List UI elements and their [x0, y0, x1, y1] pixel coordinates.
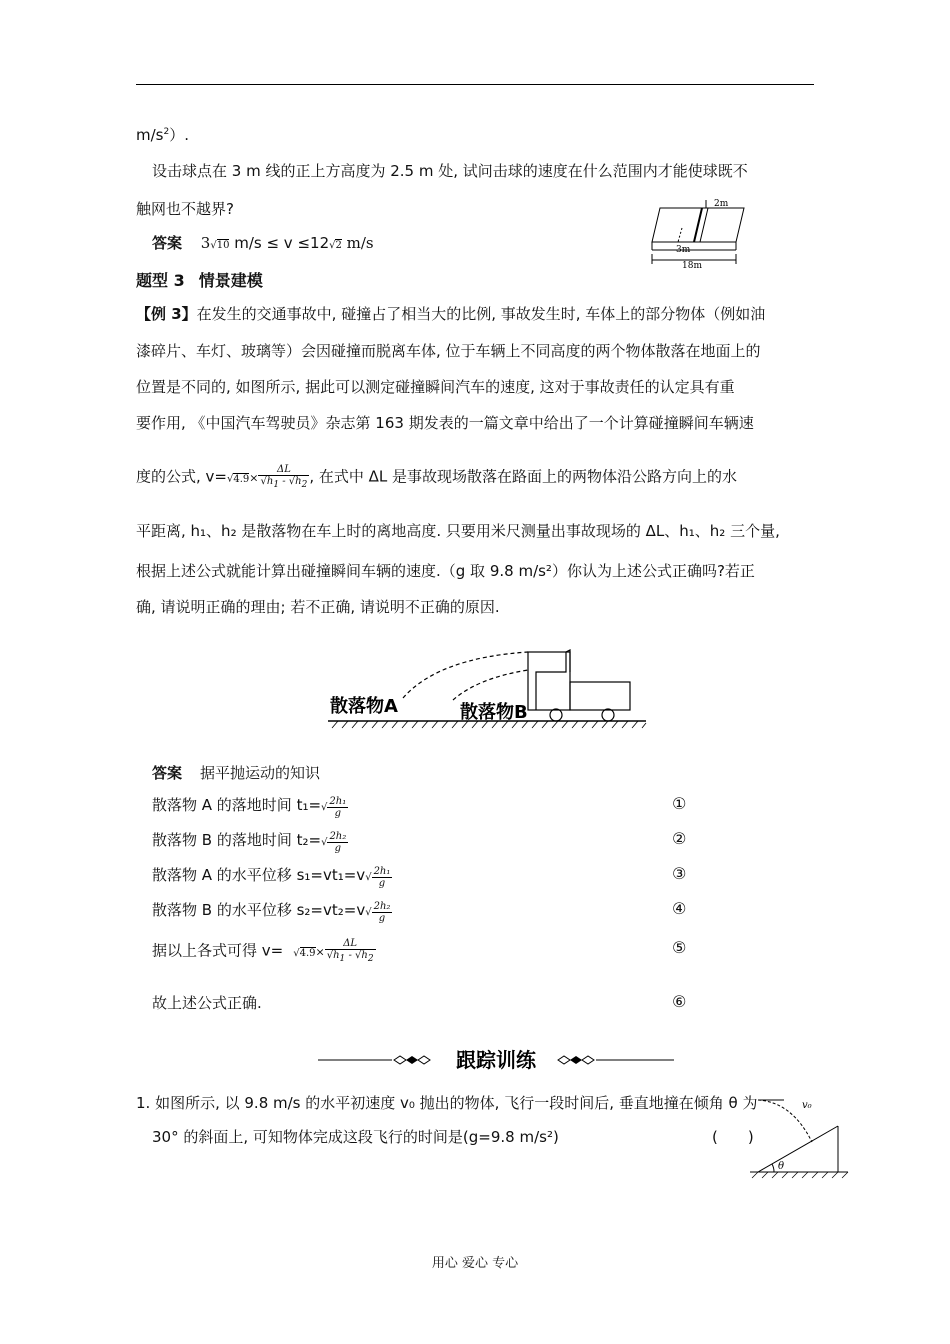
answer-3-intro: [152, 762, 320, 783]
equation-number-2: ②: [672, 829, 687, 848]
diamond-left-1: [394, 1056, 406, 1064]
trajectory-b: [453, 670, 528, 700]
h1: h: [333, 950, 340, 961]
sqrt-10: √10: [210, 240, 230, 251]
velocity-label: v₀: [802, 1100, 812, 1111]
radicand-10: 10: [216, 240, 230, 251]
step-5-num: ΔL: [325, 938, 376, 950]
h1-sub: 1: [273, 480, 280, 490]
diamond-left-3: [418, 1056, 430, 1064]
answer-coef: 3: [200, 234, 211, 252]
step-4-sqrt: √ $\frac{\text{2h₂}}{g}$: [365, 901, 391, 924]
line-end: ）.: [169, 126, 189, 144]
label-debris-a: 散落物A: [330, 696, 398, 717]
step-1-den: g: [334, 808, 342, 819]
continuation-line: [136, 124, 189, 145]
3m-line: [678, 228, 682, 242]
unit-text: m/s: [136, 126, 164, 144]
formula-suffix: , 在式中 ΔL 是事故现场散落在路面上的两物体沿公路方向上的水: [309, 467, 738, 486]
step-1: [152, 794, 348, 819]
angle-label: θ: [778, 1161, 785, 1172]
numerator: ΔL: [258, 464, 309, 476]
question-2-line-2: 30° 的斜面上, 可知物体完成这段飞行的时间是(g=9.8 m/s²): [152, 1128, 559, 1146]
wheel-rear: [602, 709, 614, 721]
label-debris-b: 散落物B: [460, 702, 528, 723]
training-title: 跟踪训练: [456, 1048, 536, 1072]
step-1-sqrt: √ $\frac{\text{2h₁}}{g}$: [321, 796, 347, 819]
truck-body: [570, 682, 630, 710]
step-1-num: 2h₁: [329, 796, 347, 807]
diamond-right-1: [558, 1056, 570, 1064]
answer-intro: 据平抛运动的知识: [200, 764, 321, 782]
section-heading: [136, 268, 263, 291]
h2: h: [361, 950, 368, 961]
diamond-right-3: [582, 1056, 594, 1064]
diamond-left-2: [406, 1056, 418, 1064]
answer-blank: ( ): [712, 1128, 754, 1146]
step-2-den: g: [334, 843, 342, 854]
example-line-5: 度的公式, v=√4.9× $\frac{\Delta L}{√h1 - √h2}$ , 在式中 ΔL 是事故现场散落在路面上的两物体沿公路方向上的水: [136, 464, 738, 490]
h2: h: [295, 476, 302, 487]
step-2: [152, 829, 348, 854]
example-line-7: 根据上述公式就能计算出碰撞瞬间车辆的速度.（g 取 9.8 m/s²）你认为上述公式正确吗?若正: [136, 562, 755, 580]
equation-number-4: ④: [672, 899, 687, 918]
page-footer: 用心 爱心 专心: [431, 1256, 519, 1271]
equation-number-5: ⑤: [672, 938, 687, 957]
question-2-line-1: 1. 如图所示, 以 9.8 m/s 的水平初速度 v₀ 抛出的物体, 飞行一段时间后, 垂直地撞在倾角 θ 为: [136, 1094, 758, 1112]
step-3-den: g: [378, 878, 386, 889]
example-text: 在发生的交通事故中, 碰撞占了相当大的比例, 事故发生时, 车体上的部分物体（例如油: [196, 305, 766, 323]
h2-sub: 2: [301, 480, 308, 490]
section-title: 情景建模: [198, 271, 263, 290]
answer-label: 答案: [152, 764, 183, 782]
radicand: 4.9: [233, 473, 250, 485]
exponent: 2: [163, 127, 170, 137]
step-2-num: 2h₂: [329, 831, 347, 842]
incline-figure: [744, 1090, 852, 1182]
equation-number-3: ③: [672, 864, 687, 883]
step-5-text: 据以上各式可得 v=: [152, 941, 284, 960]
section-label: 题型 3: [136, 271, 185, 290]
incline-hatching: [752, 1172, 848, 1178]
step-4-den: g: [378, 913, 386, 924]
h1: h: [266, 476, 274, 487]
truck-cab-outline: [536, 650, 570, 710]
step-3-text: 散落物 A 的水平位移 s₁=vt₁=v: [152, 866, 366, 884]
step-2-sqrt: √ $\frac{\text{2h₂}}{g}$: [321, 831, 347, 854]
answer-1: [152, 232, 374, 253]
denominator: √h1 - √h2: [260, 476, 308, 490]
example-line-6: 平距离, h₁、h₂ 是散落物在车上时的离地高度. 只要用米尺测量出事故现场的 ΔL、h₁、h₂ 三个量,: [136, 522, 780, 540]
answer-label: 答案: [152, 234, 183, 252]
diamond-right-2: [570, 1056, 582, 1064]
step-4-num: 2h₂: [373, 901, 391, 912]
training-divider: [318, 1046, 674, 1074]
step-5-radicand: 4.9: [299, 947, 316, 959]
answer-unit: m/s: [341, 234, 374, 252]
h1-sub: 1: [339, 954, 346, 964]
formula-prefix: 度的公式, v=: [136, 467, 227, 486]
step-3: [152, 864, 392, 889]
step-2-text: 散落物 B 的落地时间 t₂=: [152, 831, 322, 849]
equation-number-1: ①: [672, 794, 687, 813]
example-line-4: 要作用, 《中国汽车驾驶员》杂志第 163 期发表的一篇文章中给出了一个计算碰撞瞬间车辆速: [136, 414, 754, 432]
step-3-num: 2h₁: [373, 866, 391, 877]
h2-sub: 2: [367, 954, 374, 964]
step-4: [152, 899, 392, 924]
label-18m: 18m: [682, 261, 702, 270]
example-line-3: 位置是不同的, 如图所示, 据此可以测定碰撞瞬间汽车的速度, 这对于事故责任的认定具有重: [136, 378, 735, 396]
step-3-sqrt: √ $\frac{\text{2h₁}}{g}$: [365, 866, 391, 889]
equation-number-6: ⑥: [672, 992, 687, 1011]
truck-figure: [328, 648, 650, 736]
incline: [758, 1126, 838, 1172]
angle-arc: [772, 1164, 774, 1172]
answer-mid: m/s ≤ v ≤12: [229, 234, 330, 252]
example-tag: 【例 3】: [136, 305, 197, 323]
radicand-2: 2: [335, 240, 342, 251]
step-5-fraction: [325, 938, 376, 964]
step-1-text: 散落物 A 的落地时间 t₁=: [152, 796, 322, 814]
header-rule: [136, 84, 814, 85]
sqrt-4-9: √4.9: [226, 473, 250, 485]
truck-cab: [528, 652, 570, 710]
question-line-1: 设击球点在 3 m 线的正上方高度为 2.5 m 处, 试问击球的速度在什么范围内才能使球既不: [152, 162, 748, 180]
question-line-2: 触网也不越界?: [136, 200, 234, 218]
step-5-sqrt: √4.9: [293, 947, 316, 959]
label-3m: 3m: [676, 245, 691, 255]
formula-fraction: [258, 464, 309, 490]
step-5-den: √h1 - √h2: [326, 950, 374, 964]
label-2m: 2m: [714, 199, 729, 209]
court-figure: [640, 196, 760, 270]
step-4-text: 散落物 B 的水平位移 s₂=vt₂=v: [152, 901, 366, 919]
example-line-8: 确, 请说明正确的理由; 若不正确, 请说明不正确的原因.: [136, 598, 500, 616]
step-6: 故上述公式正确.: [152, 994, 262, 1012]
wheel-front: [550, 709, 562, 721]
example-line-1: [136, 303, 765, 324]
step-5: 据以上各式可得 v= √4.9× $\frac{\Delta L}{√h1 - √h2}$: [152, 938, 374, 964]
sqrt-2: √2: [329, 240, 342, 251]
example-line-2: 漆碎片、车灯、玻璃等）会因碰撞而脱离车体, 位于车辆上不同高度的两个物体散落在地面上的: [136, 342, 761, 360]
